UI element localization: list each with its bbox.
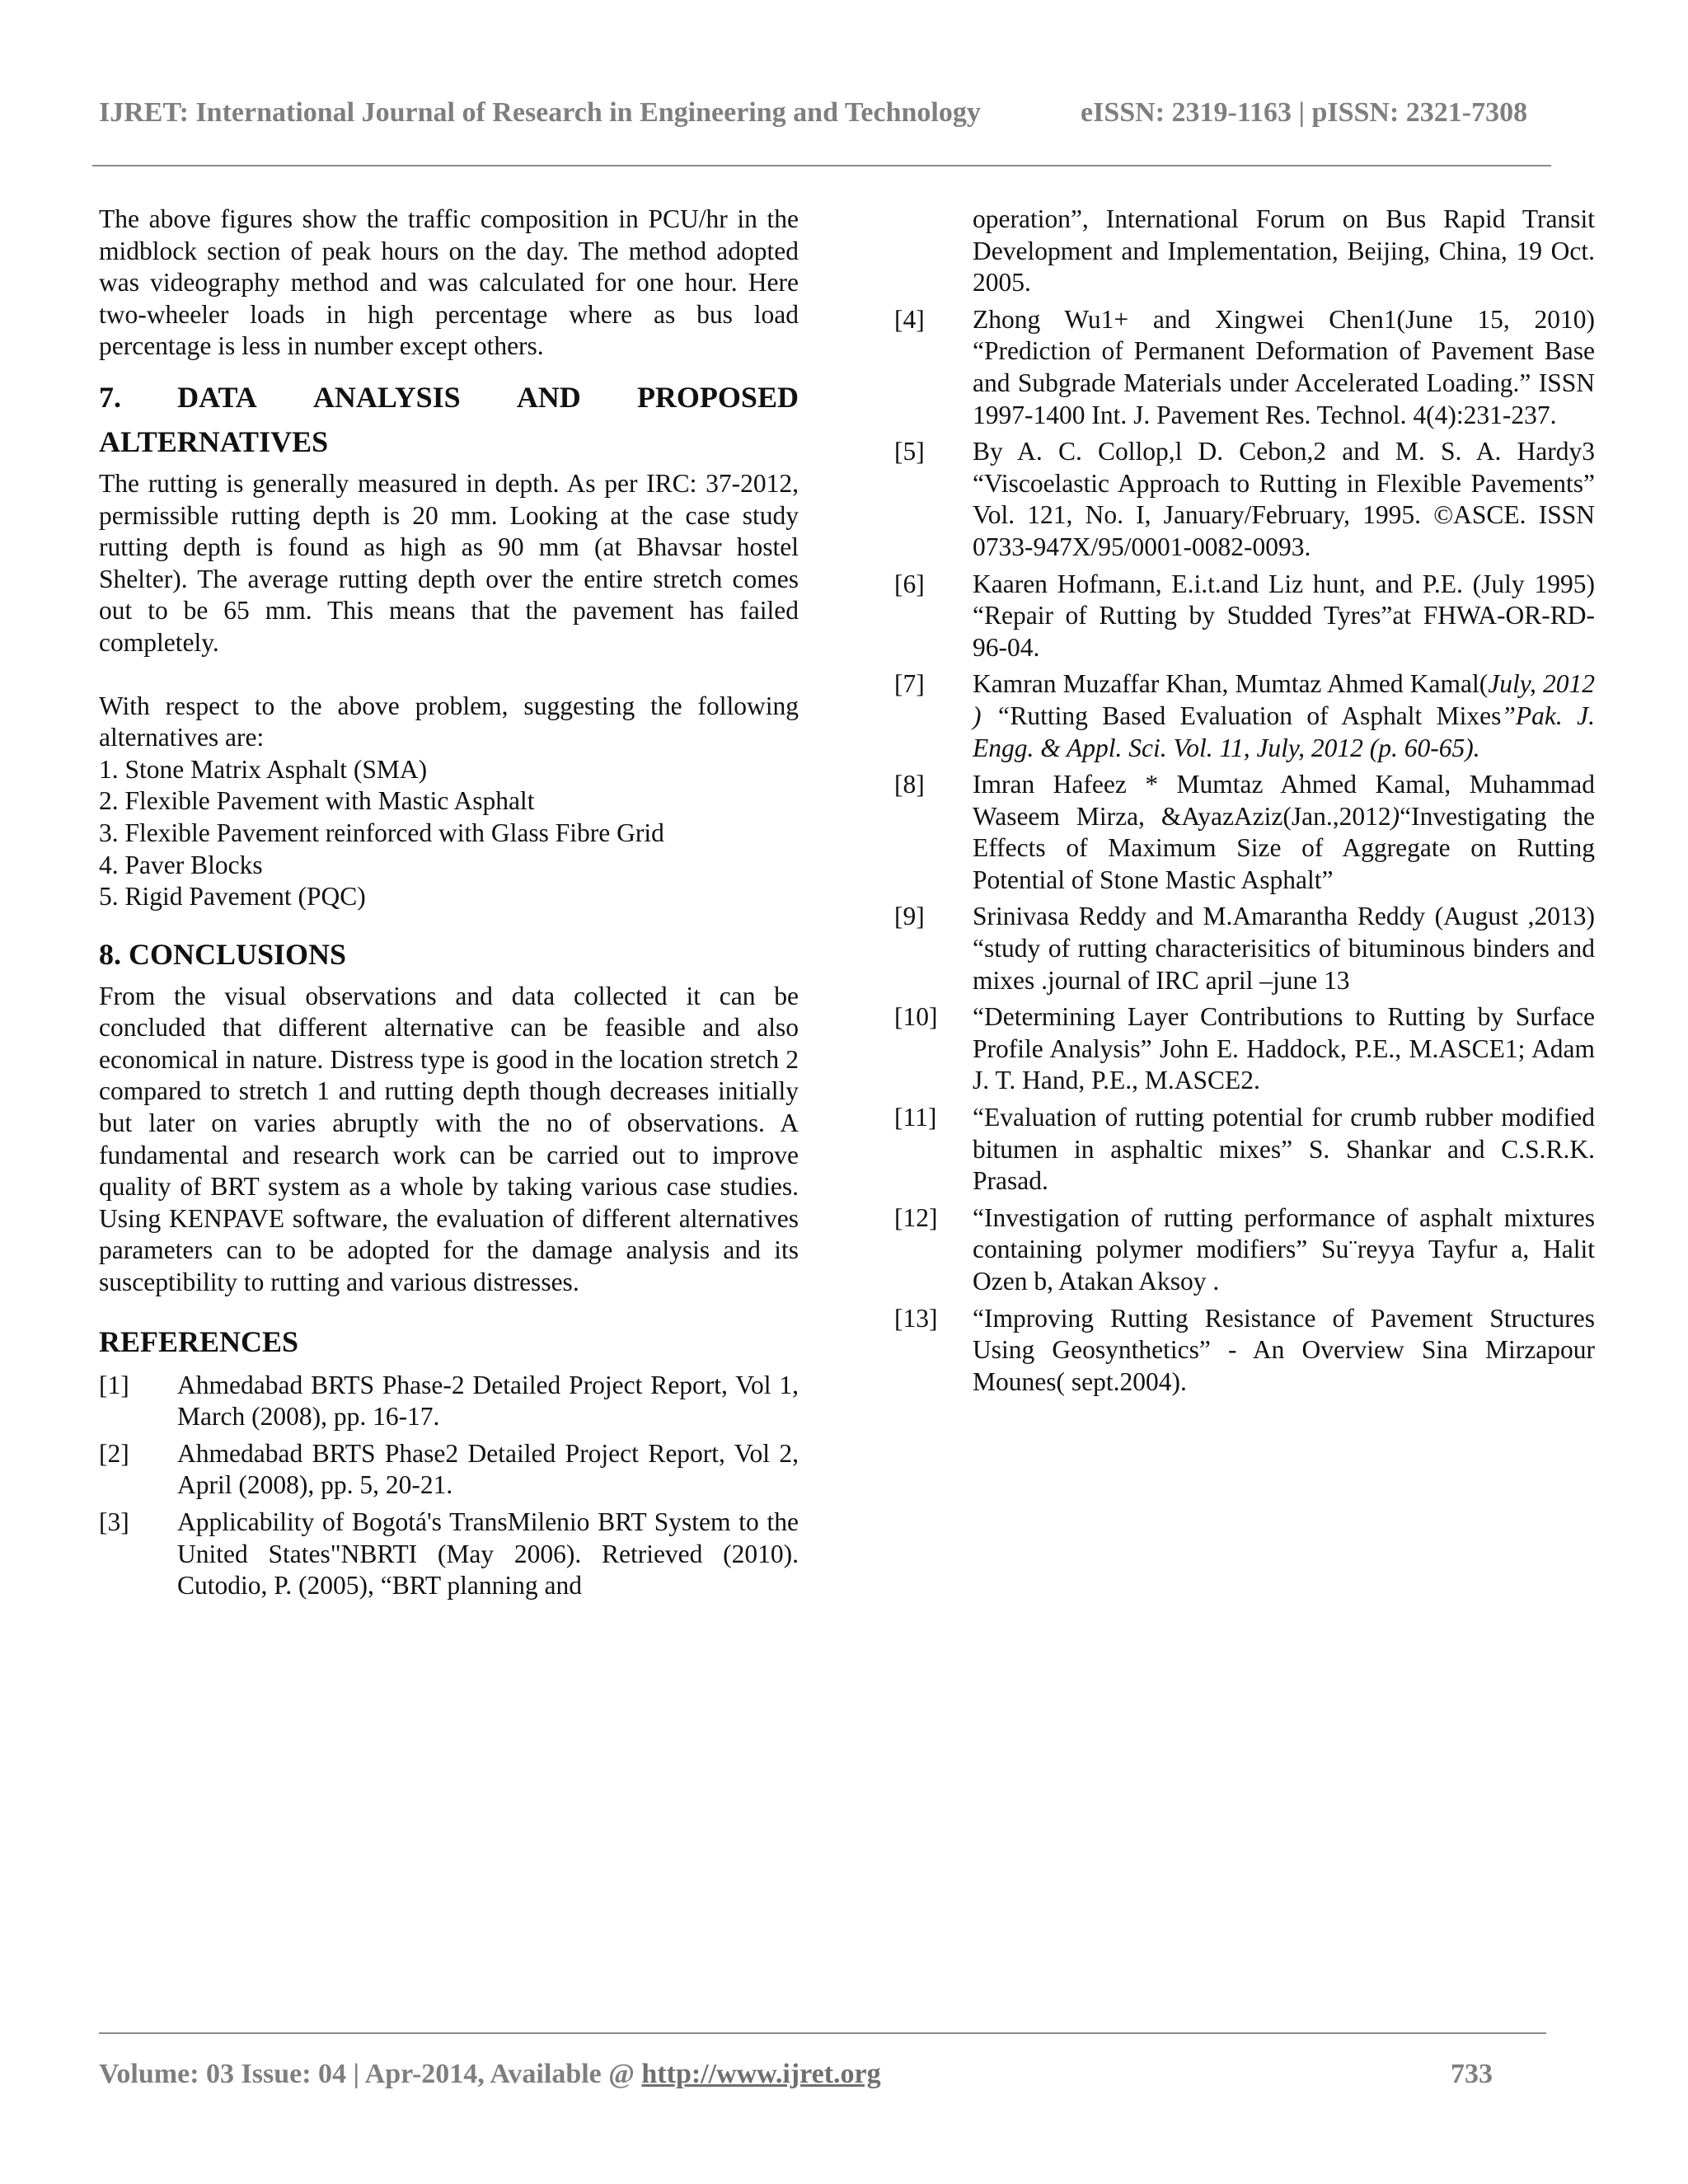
section-7-heading-line2: ALTERNATIVES — [99, 424, 329, 458]
left-column — [99, 204, 799, 1602]
reference-item: [9] Srinivasa Reddy and M.Amarantha Reddy (August ,2013) “study of rutting characterisitics of bituminous binders and mixes .journal of IRC april –june 13 — [894, 902, 1595, 995]
journal-title: IJRET: International Journal of Research in Engineering and Technology — [99, 97, 981, 128]
running-footer — [99, 2059, 1550, 2090]
list-item: 1. Stone Matrix Asphalt (SMA) — [99, 754, 428, 784]
alternatives-intro: With respect to the above problem, suggesting the following alternatives are: — [99, 691, 799, 752]
right-column — [894, 204, 1595, 1398]
reference-item: [3] Applicability of Bogotá's TransMilenio BRT System to the United States"NBRTI (May 2006). Retrieved (2010). Cutodio, P. (2005), “BRT planning and — [99, 1507, 799, 1601]
reference-item: [5] By A. C. Collop,l D. Cebon,2 and M. S. A. Hardy3 “Viscoelastic Approach to Rutting in Flexible Pavements” Vol. 121, No. I, January/February, 1995. ©ASCE. ISSN 0733-947X/95/0001-0082-0093. — [894, 437, 1595, 561]
alternatives-list — [99, 754, 799, 913]
reference-continuation: operation”, International Forum on Bus Rapid Transit Development and Implementation, Beijing, China, 19 Oct. 2005. — [973, 204, 1595, 298]
reference-item: [12] “Investigation of rutting performance of asphalt mixtures containing polymer modifiers” Su¨reyya Tayfur a, Halit Ozen b, Atakan Aksoy . — [894, 1202, 1595, 1296]
rutting-paragraph: The rutting is generally measured in depth. As per IRC: 37-2012, permissible rutting depth is 20 mm. Looking at the case study rutting depth is found as high as 90 mm (at Bhavsar hostel Shelter). The average rutting depth over the entire stretch comes out to be 65 mm. This means that the pavement has failed completely. — [99, 468, 799, 657]
reference-item: [6] Kaaren Hofmann, E.i.t.and Liz hunt, and P.E. (July 1995) “Repair of Rutting by Studded Tyres”at FHWA-OR-RD-96-04. — [894, 569, 1595, 662]
reference-item: [7] Kamran Muzaffar Khan, Mumtaz Ahmed Kamal(July, 2012 ) “Rutting Based Evaluation of Asphalt Mixes”Pak. J. Engg. & Appl. Sci. Vol. 11, July, 2012 (p. 60-65). — [894, 669, 1595, 762]
issn-label: eISSN: 2319-1163 | pISSN: 2321-7308 — [1081, 97, 1528, 128]
section-7-heading: 7. DATA ANALYSIS AND PROPOSED — [99, 380, 799, 414]
page-number: 733 — [1451, 2059, 1493, 2089]
references-heading: REFERENCES — [99, 1324, 299, 1358]
reference-item: [13] “Improving Rutting Resistance of Pavement Structures Using Geosynthetics” - An Overview Sina Mirzapour Mounes( sept.2004). — [894, 1303, 1595, 1396]
volume-info: Volume: 03 Issue: 04 | Apr-2014, Available @ — [99, 2059, 642, 2089]
reference-item: [11] “Evaluation of rutting potential for crumb rubber modified bitumen in asphaltic mixes” S. Shankar and C.S.R.K. Prasad. — [894, 1103, 1595, 1196]
reference-item: [4] Zhong Wu1+ and Xingwei Chen1(June 15, 2010) “Prediction of Permanent Deformation of Pavement Base and Subgrade Materials under Accelerated Loading.” ISSN 1997-1400 Int. J. Pavement Res. Technol. 4(4):231-237. — [894, 304, 1595, 429]
journal-link[interactable]: http://www.ijret.org — [641, 2059, 881, 2089]
reference-item: [10] “Determining Layer Contributions to Rutting by Surface Profile Analysis” John E. Haddock, P.E., M.ASCE1; Adam J. T. Hand, P.E., M.ASCE2. — [894, 1002, 1595, 1095]
list-item: 3. Flexible Pavement reinforced with Glass Fibre Grid — [99, 818, 664, 847]
reference-item: [8] Imran Hafeez * Mumtaz Ahmed Kamal, Muhammad Waseem Mirza, &AyazAziz(Jan.,2012)“Investigating the Effects of Maximum Size of Aggregate on Rutting Potential of Stone Mastic Asphalt” — [894, 770, 1596, 894]
footer-rule — [99, 2032, 1546, 2034]
header-rule — [92, 165, 1551, 166]
intro-paragraph: The above figures show the traffic composition in PCU/hr in the midblock section of peak hours on the day. The method adopted was videography method and was calculated for one hour. Here two-wheeler loads in high percentage where as bus load percentage is less in number except others. — [99, 204, 799, 361]
list-item: 5. Rigid Pavement (PQC) — [99, 882, 366, 912]
list-item: 4. Paver Blocks — [99, 850, 263, 879]
list-item: 2. Flexible Pavement with Mastic Asphalt — [99, 786, 535, 816]
reference-item: [1] Ahmedabad BRTS Phase-2 Detailed Project Report, Vol 1, March (2008), pp. 16-17. — [99, 1370, 799, 1432]
conclusion-paragraph: From the visual observations and data collected it can be concluded that different alternative can be feasible and also economical in nature. Distress type is good in the location stretch 2 compared to stretch 1 and rutting depth though decreases initially but later on varies abruptly with the no of observations. A fundamental and research work can be carried out to improve quality of BRT system as a whole by taking various case studies. Using KENPAVE software, the evaluation of different alternatives parameters can to be adopted for the damage analysis and its susceptibility to rutting and various distresses. — [99, 981, 799, 1297]
reference-item: [2] Ahmedabad BRTS Phase2 Detailed Project Report, Vol 2, April (2008), pp. 5, 20-21. — [99, 1438, 799, 1500]
section-8-heading: 8. CONCLUSIONS — [99, 937, 347, 971]
